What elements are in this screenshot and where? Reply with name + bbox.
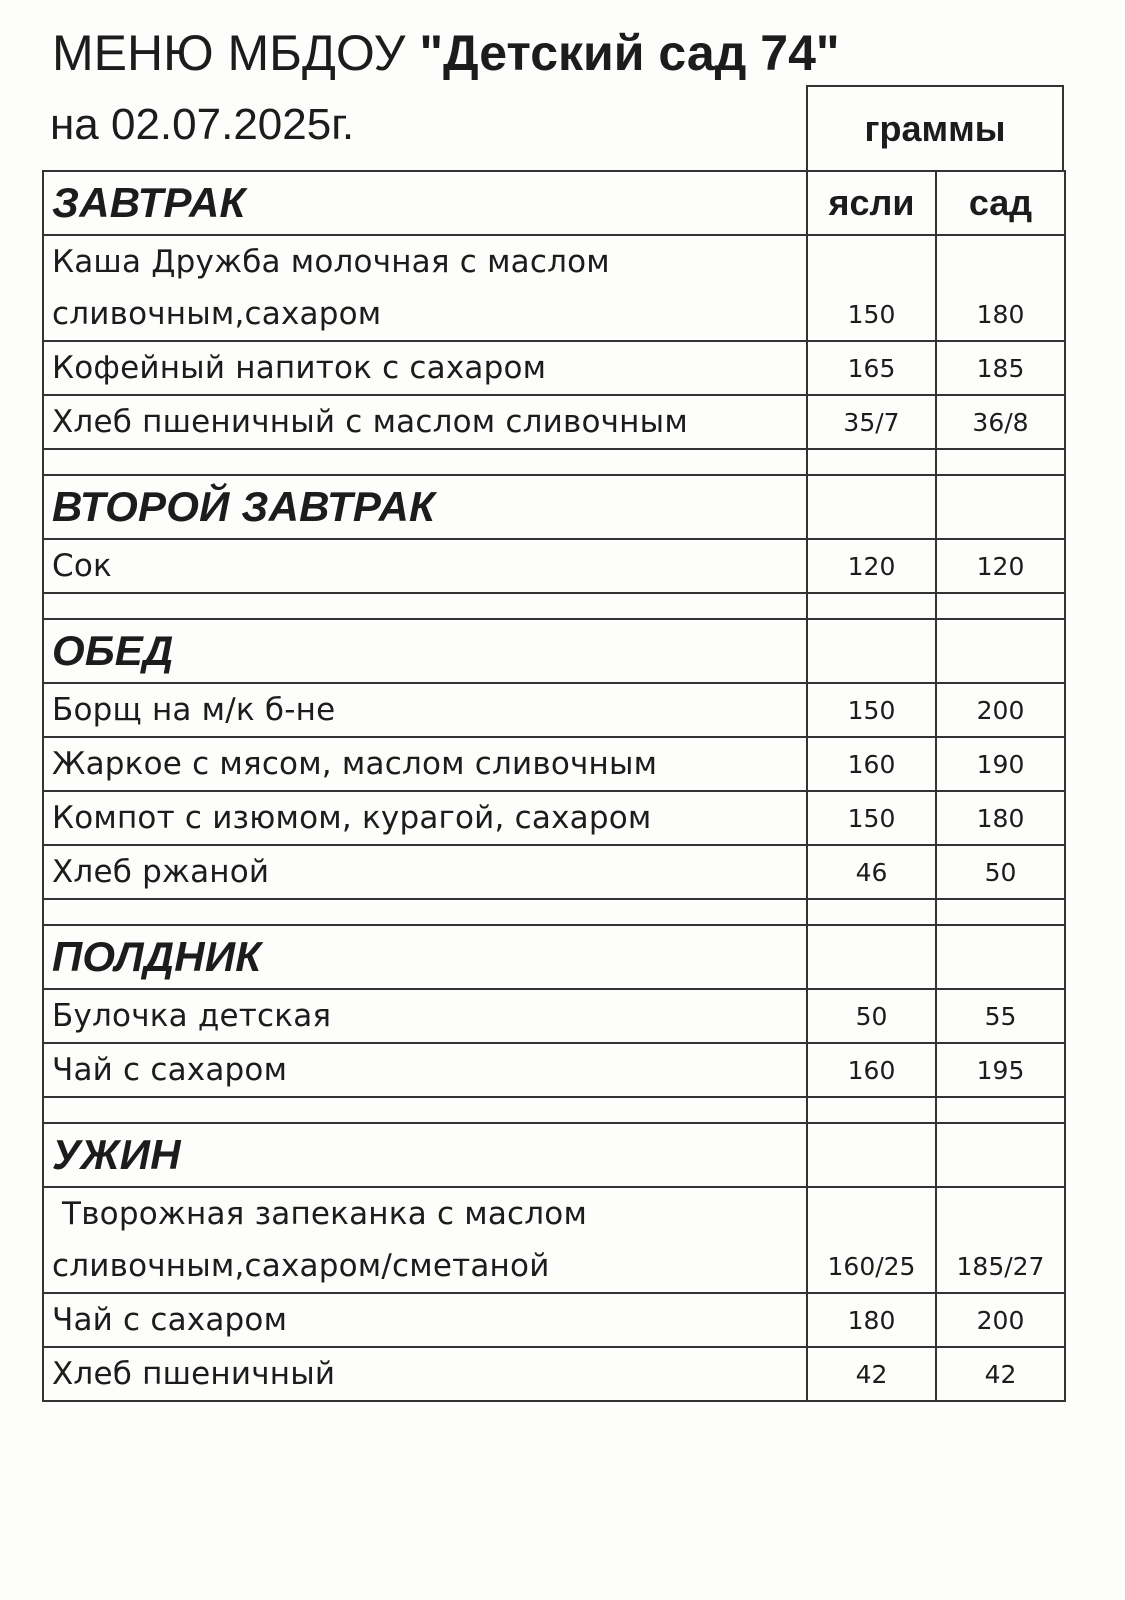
dish-name: Чай с сахаром [43,1293,807,1347]
portion-yasli: 150 [807,683,936,737]
portion-yasli: 50 [807,989,936,1043]
spacer-row [43,593,1065,619]
table-row [43,539,1065,593]
spacer-row [43,449,1065,475]
portion-sad: 195 [936,1043,1065,1097]
dish-name [43,1187,807,1293]
portion-yasli: 165 [807,341,936,395]
section-breakfast [43,171,1065,235]
column-header-sad: сад [936,171,1065,235]
portion-yasli: 160 [807,737,936,791]
section-title: УЖИН [43,1123,807,1187]
portion-sad: 185 [936,341,1065,395]
title-name: "Детский сад 74" [419,25,840,81]
portion-sad: 36/8 [936,395,1065,449]
table-row [43,341,1065,395]
section-title: ОБЕД [43,619,807,683]
dish-name [43,235,807,341]
portion-sad: 55 [936,989,1065,1043]
portion-sad: 50 [936,845,1065,899]
dish-name-line1: Творожная запеканка с маслом [52,1196,588,1232]
dish-name: Кофейный напиток с сахаром [43,341,807,395]
menu-date: на 02.07.2025г. [50,100,355,149]
table-row [43,683,1065,737]
table-row [43,1043,1065,1097]
spacer-row [43,899,1065,925]
dish-name: Хлеб пшеничный [43,1347,807,1401]
table-row [43,395,1065,449]
table-row [43,1347,1065,1401]
portion-sad: 42 [936,1347,1065,1401]
section-title: ВТОРОЙ ЗАВТРАК [43,475,807,539]
portion-sad: 120 [936,539,1065,593]
page-title [52,24,840,82]
menu-table [42,170,1066,1402]
section-title: ЗАВТРАК [43,171,807,235]
dish-name: Компот с изюмом, курагой, сахаром [43,791,807,845]
portion-sad: 190 [936,737,1065,791]
section-second-breakfast [43,475,1065,539]
dish-name-line1: Каша Дружба молочная с маслом [52,244,610,280]
portion-sad: 180 [936,791,1065,845]
dish-name: Сок [43,539,807,593]
portion-yasli: 160/25 [807,1187,936,1293]
portion-yasli: 150 [807,235,936,341]
table-row [43,1293,1065,1347]
spacer-row [43,1097,1065,1123]
title-prefix: МЕНЮ МБДОУ [52,25,406,81]
table-row [43,791,1065,845]
table-row [43,1187,1065,1293]
dish-name: Борщ на м/к б-не [43,683,807,737]
table-row [43,737,1065,791]
grams-header: граммы [806,85,1064,170]
portion-yasli: 160 [807,1043,936,1097]
portion-yasli: 46 [807,845,936,899]
dish-name: Хлеб пшеничный с маслом сливочным [43,395,807,449]
portion-yasli: 120 [807,539,936,593]
dish-name: Жаркое с мясом, маслом сливочным [43,737,807,791]
dish-name: Булочка детская [43,989,807,1043]
table-row [43,845,1065,899]
section-dinner [43,1123,1065,1187]
portion-yasli: 35/7 [807,395,936,449]
portion-yasli: 180 [807,1293,936,1347]
dish-name: Хлеб ржаной [43,845,807,899]
section-lunch [43,619,1065,683]
portion-sad: 180 [936,235,1065,341]
portion-sad: 200 [936,1293,1065,1347]
portion-yasli: 150 [807,791,936,845]
section-snack [43,925,1065,989]
table-row [43,235,1065,341]
column-header-yasli: ясли [807,171,936,235]
portion-sad: 200 [936,683,1065,737]
dish-name-line2: сливочным,сахаром/сметаной [52,1248,550,1284]
dish-name: Чай с сахаром [43,1043,807,1097]
section-title: ПОЛДНИК [43,925,807,989]
portion-yasli: 42 [807,1347,936,1401]
table-row [43,989,1065,1043]
dish-name-line2: сливочным,сахаром [52,296,382,332]
portion-sad: 185/27 [936,1187,1065,1293]
